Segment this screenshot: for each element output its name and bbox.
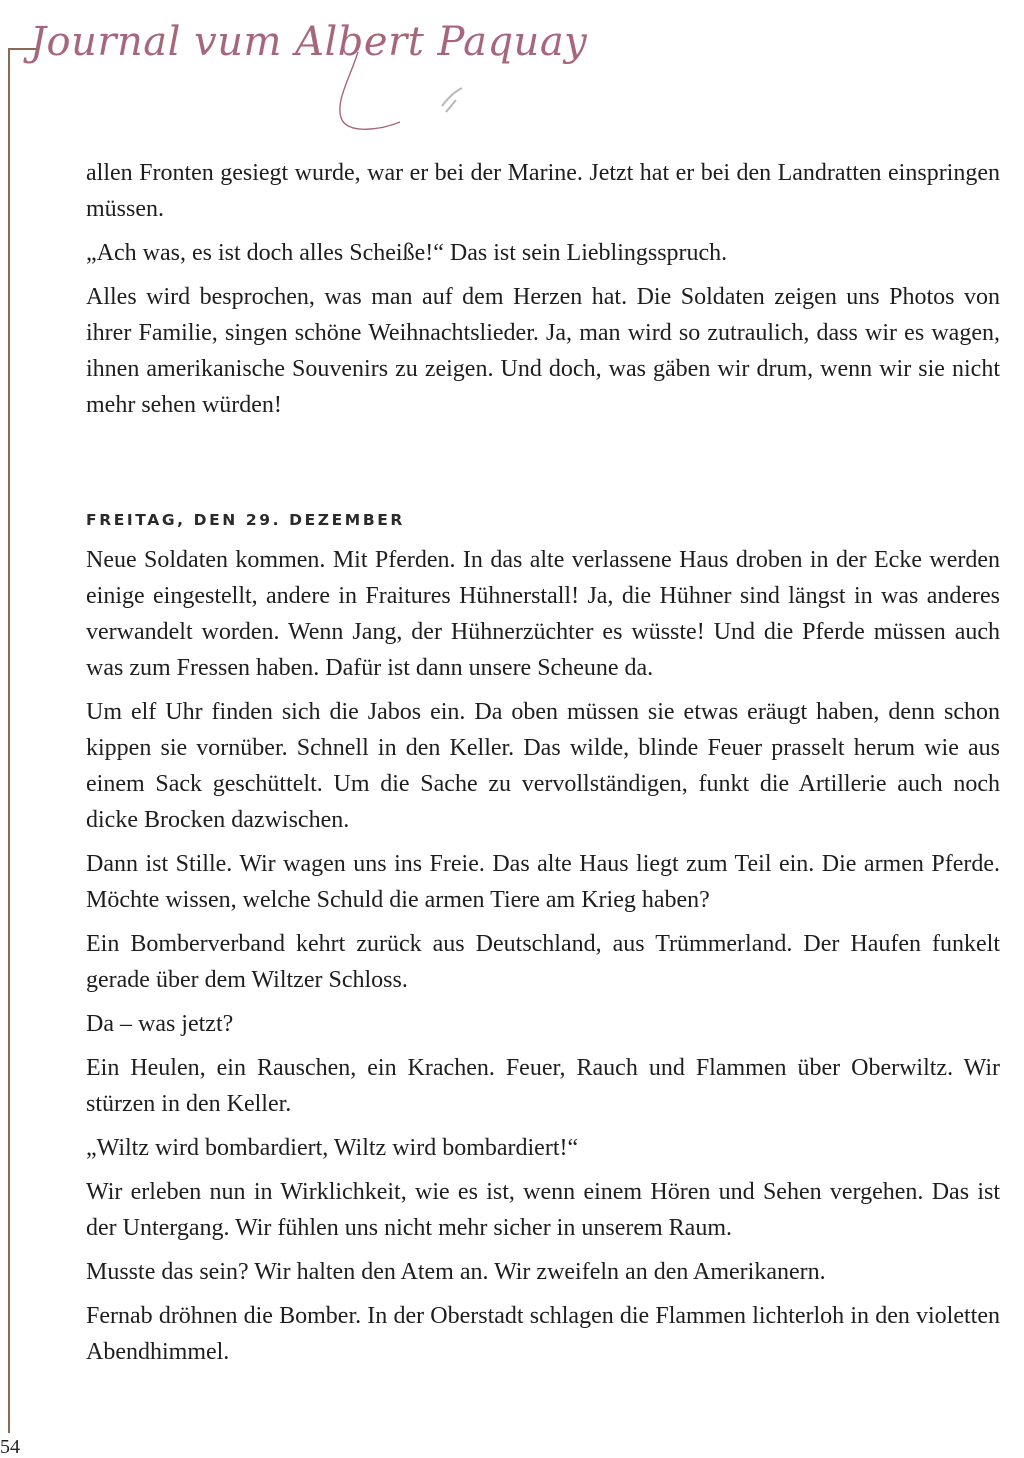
entry-paragraph-10: Fernab dröhnen die Bomber. In der Oberstadt schlagen die Flammen lichterloh in den violetten Abendhimmel. [86,1303,1000,1365]
intro-text [86,155,1000,431]
entry-paragraph-6: Ein Heulen, ein Rauschen, ein Krachen. Feuer, Rauch und Flammen über Oberwiltz. Wir stürzen in den Keller. [86,1055,1000,1117]
entry-date-heading: FREITAG, DEN 29. DEZEMBER [86,511,405,529]
entry-paragraph-4: Ein Bomberverband kehrt zurück aus Deutschland, aus Trümmerland. Der Haufen funkelt gerade über dem Wiltzer Schloss. [86,931,1000,993]
title-flourish-ornament [330,48,470,138]
diary-entry [86,506,1000,1378]
entry-paragraph-8: Wir erleben nun in Wirklichkeit, wie es ist, wenn einem Hören und Sehen vergehen. Das ist der Untergang. Wir fühlen uns nicht mehr sicher in unserem Raum. [86,1179,1000,1241]
page-number: 54 [0,1436,20,1458]
entry-paragraph-5: Da – was jetzt? [86,1011,234,1037]
entry-paragraph-7: „Wiltz wird bombardiert, Wiltz wird bombardiert!“ [86,1135,579,1161]
journal-title: Journal vum Albert Paquay [30,19,588,65]
left-margin-rule [8,48,10,1433]
entry-paragraph-3: Dann ist Stille. Wir wagen uns ins Freie. Das alte Haus liegt zum Teil ein. Die armen Pferde. Möchte wissen, welche Schuld die armen Tiere am Krieg haben? [86,851,1000,913]
intro-paragraph-1: allen Fronten gesiegt wurde, war er bei der Marine. Jetzt hat er bei den Landratten einspringen müssen. [86,160,1000,222]
entry-paragraph-2: Um elf Uhr finden sich die Jabos ein. Da oben müssen sie etwas eräugt haben, denn schon kippen sie vornüber. Schnell in den Keller. Das wilde, blinde Feuer prasselt herum wie aus einem Sack geschüttelt. Um die Sache zu vervollständigen, funkt die Artillerie auch noch dicke Brocken dazwischen. [86,699,1000,833]
intro-paragraph-2: „Ach was, es ist doch alles Scheiße!“ Das ist sein Lieblingsspruch. [86,240,728,266]
intro-paragraph-3: Alles wird besprochen, was man auf dem Herzen hat. Die Soldaten zeigen uns Photos von ihrer Familie, singen schöne Weihnachtslieder. Ja, man wird so zutraulich, dass wir es wagen, ihnen amerikanische Souvenirs zu zeigen. Und doch, was gäben wir drum, wenn wir sie nicht mehr sehen würden! [86,284,1000,418]
entry-paragraph-1: Neue Soldaten kommen. Mit Pferden. In das alte verlassene Haus droben in der Ecke werden einige eingestellt, andere in Fraitures Hühnerstall! Ja, die Hühner sind längst in was anderes verwandelt worden. Wenn Jang, der Hühnerzüchter es wüsste! Und die Pferde müssen auch was zum Fressen haben. Dafür ist dann unsere Scheune da. [86,547,1000,681]
entry-paragraph-9: Musste das sein? Wir halten den Atem an. Wir zweifeln an den Amerikanern. [86,1259,826,1285]
